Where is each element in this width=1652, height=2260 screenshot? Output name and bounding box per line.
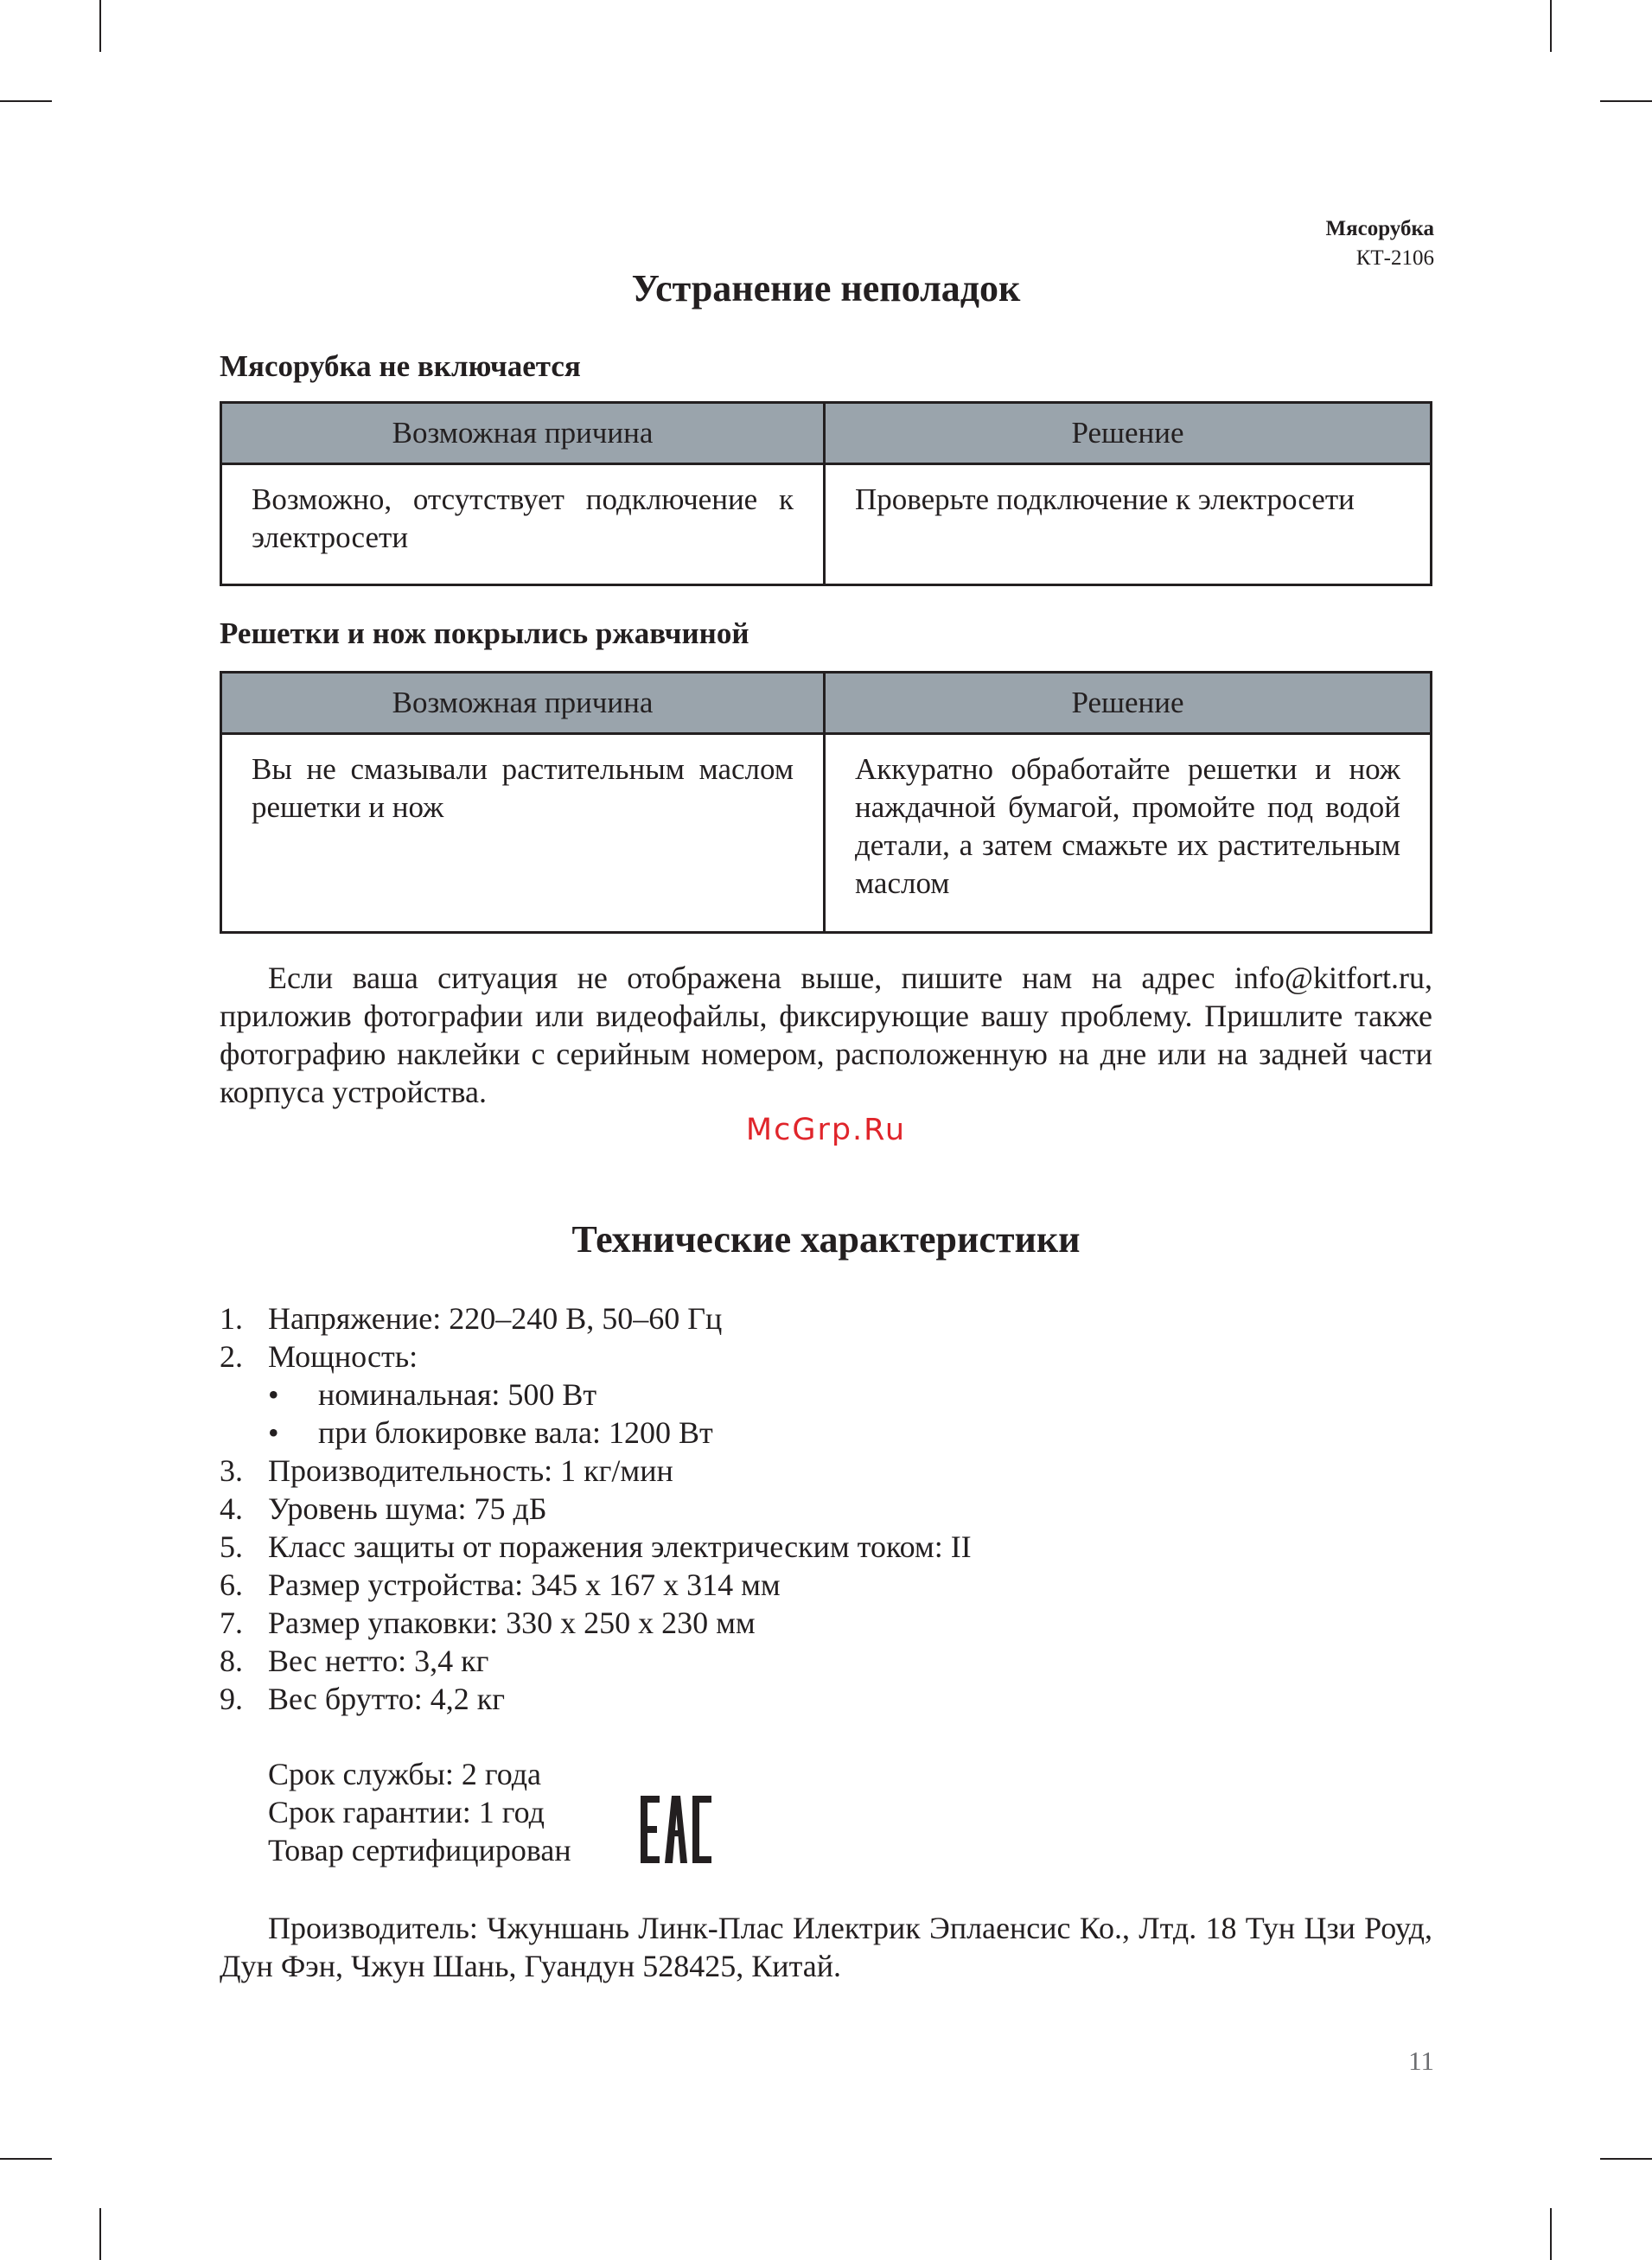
list-item: 3. Производительность: 1 кг/мин bbox=[220, 1453, 673, 1488]
cause-cell: Вы не смазывали растительным маслом решетки и нож bbox=[221, 734, 825, 933]
solution-cell: Проверьте подключение к электросети bbox=[825, 464, 1432, 585]
table-header-row bbox=[221, 403, 1432, 464]
header-product: Мясорубка bbox=[1325, 217, 1434, 240]
crop-mark bbox=[1600, 100, 1652, 102]
solution-cell: Аккуратно обработайте решетки и нож наждачной бумагой, промойте под водой детали, а затем смажьте их растительным маслом bbox=[825, 734, 1432, 933]
troubleshooting-table bbox=[220, 671, 1432, 934]
column-header-cause: Возможная причина bbox=[221, 403, 825, 464]
list-item: 6. Размер устройства: 345 х 167 х 314 мм bbox=[220, 1567, 781, 1602]
cause-cell: Возможно, отсутствует подключение к электросети bbox=[221, 464, 825, 585]
column-header-cause: Возможная причина bbox=[221, 673, 825, 734]
service-info bbox=[268, 1755, 571, 1869]
contact-note: Если ваша ситуация не отображена выше, пишите нам на адрес info@kitfort.ru, приложив фотографии или видеофайлы, фиксирующие вашу проблему. Пришлите также фотографию наклейки с серийным номером, расположенную на дне или на задней части корпуса устройства. bbox=[220, 961, 1432, 1109]
troubleshooting-title: Устранение неполадок bbox=[631, 267, 1021, 310]
crop-mark bbox=[1600, 2158, 1652, 2160]
sub-list-item: • номинальная: 500 Вт bbox=[268, 1377, 597, 1412]
table-row bbox=[221, 464, 1432, 585]
troubleshooting-table bbox=[220, 401, 1432, 586]
list-item: 9. Вес брутто: 4,2 кг bbox=[220, 1682, 505, 1716]
power-sublist bbox=[268, 1376, 972, 1452]
certified-label: Товар сертифицирован bbox=[268, 1833, 571, 1867]
manufacturer-info: Производитель: Чжуншань Линк-Плас Илектрик Эплаенсис Ко., Лтд. 18 Тун Цзи Роуд, Дун Фэн, Чжун Шань, Гуандун 528425, Китай. bbox=[220, 1911, 1432, 1983]
column-header-solution: Решение bbox=[825, 673, 1432, 734]
list-item: 8. Вес нетто: 3,4 кг bbox=[220, 1644, 489, 1678]
list-item: 5. Класс защиты от поражения электрическим током: II bbox=[220, 1529, 972, 1564]
table-header-row bbox=[221, 673, 1432, 734]
crop-mark bbox=[1550, 2208, 1552, 2260]
list-item: 1. Напряжение: 220–240 В, 50–60 Гц bbox=[220, 1301, 723, 1336]
section-heading: Решетки и нож покрылись ржавчиной bbox=[220, 616, 749, 650]
specs-title: Технические характеристики bbox=[571, 1218, 1081, 1261]
crop-mark bbox=[99, 0, 101, 52]
list-item: 4. Уровень шума: 75 дБ bbox=[220, 1491, 547, 1526]
column-header-solution: Решение bbox=[825, 403, 1432, 464]
specs-list bbox=[220, 1299, 972, 1718]
crop-mark bbox=[1550, 0, 1552, 52]
crop-mark bbox=[99, 2208, 101, 2260]
list-item: 2. Мощность: • номинальная: 500 Вт • при блокировке вала: 1200 Вт bbox=[220, 1337, 972, 1452]
service-life: Срок службы: 2 года bbox=[268, 1757, 542, 1791]
crop-mark bbox=[0, 100, 52, 102]
table-row bbox=[221, 734, 1432, 933]
list-item: 7. Размер упаковки: 330 х 250 х 230 мм bbox=[220, 1606, 756, 1640]
sub-list-item: • при блокировке вала: 1200 Вт bbox=[268, 1415, 713, 1450]
eac-logo-icon bbox=[641, 1796, 711, 1863]
watermark: McGrp.Ru bbox=[745, 1113, 907, 1147]
page-number: 11 bbox=[1408, 2046, 1434, 2076]
running-header bbox=[1326, 214, 1435, 273]
section-heading: Мясорубка не включается bbox=[220, 349, 581, 383]
crop-mark bbox=[0, 2158, 52, 2160]
warranty-period: Срок гарантии: 1 год bbox=[268, 1795, 545, 1829]
header-model: КТ-2106 bbox=[1355, 246, 1434, 270]
